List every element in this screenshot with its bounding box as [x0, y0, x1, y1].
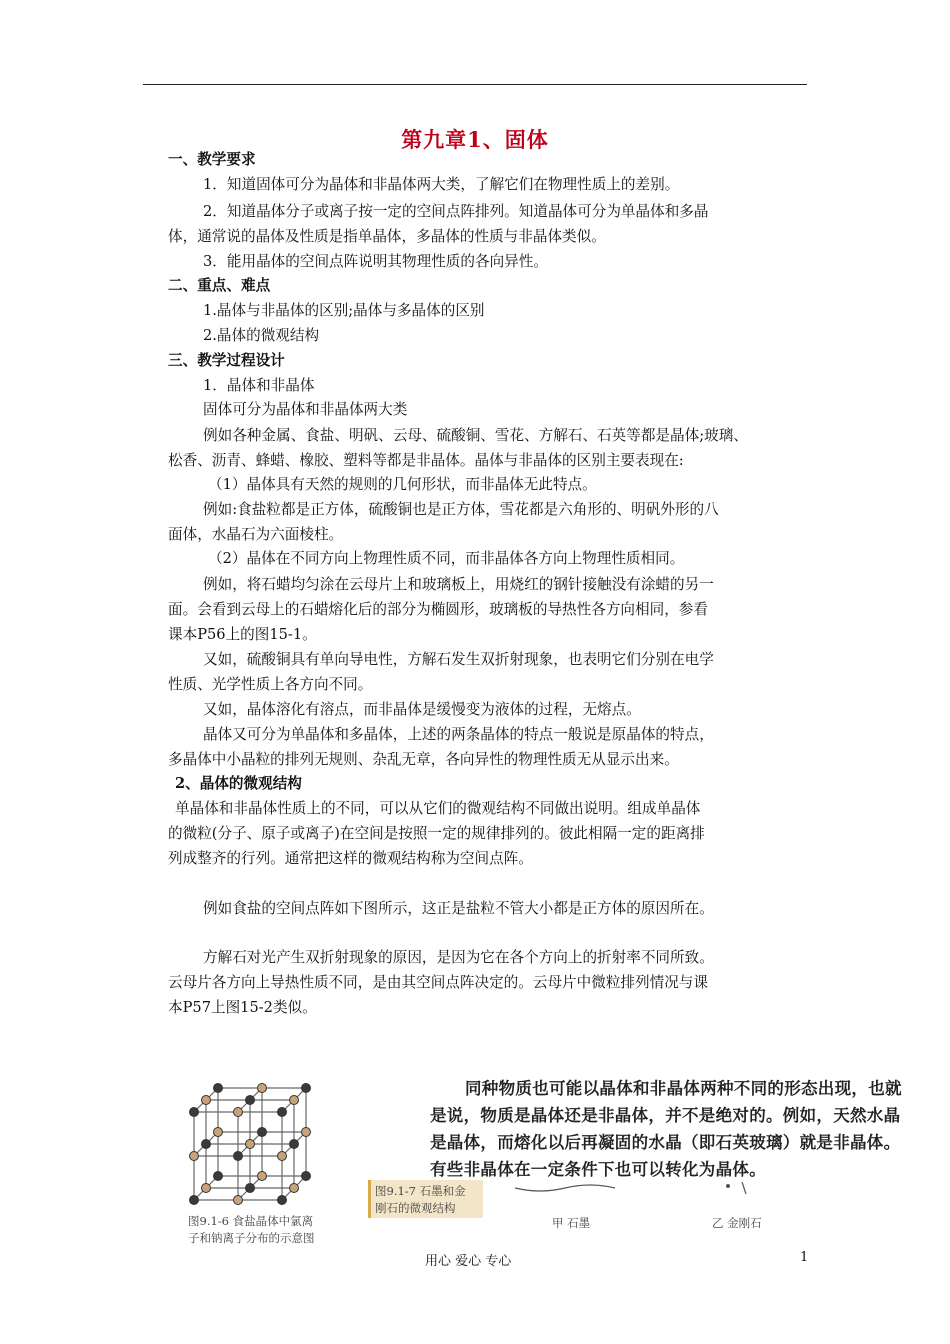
- text-line: 1.晶体与非晶体的区别;晶体与多晶体的区别: [203, 302, 485, 319]
- text-line: 固体可分为晶体和非晶体两大类: [203, 401, 408, 418]
- text-line: 松香、沥青、蜂蜡、橡胶、塑料等都是非晶体。晶体与非晶体的区别主要表现在:: [168, 452, 684, 469]
- text-line: 多晶体中小晶粒的排列无规则、杂乱无章，各向异性的物理性质无从显示出来。: [168, 751, 679, 768]
- text-line: （1）晶体具有天然的规则的几何形状，而非晶体无此特点。: [208, 476, 597, 493]
- text-line: 2.晶体的微观结构: [203, 327, 320, 344]
- text-line: 又如，晶体溶化有溶点，而非晶体是缓慢变为液体的过程，无熔点。: [203, 701, 641, 718]
- text-line: 例如，将石蜡均匀涂在云母片上和玻璃板上，用烧红的钢针接触没有涂蜡的另一: [203, 576, 714, 593]
- page-title: 第九章1、固体: [401, 127, 549, 152]
- text-line: 方解石对光产生双折射现象的原因，是因为它在各个方向上的折射率不同所致。: [203, 949, 714, 966]
- text-line: 3．能用晶体的空间点阵说明其物理性质的各向异性。: [203, 253, 548, 270]
- text-line: 本P57上图15-2类似。: [168, 999, 317, 1016]
- textbook-quote: 有些非晶体在一定条件下也可以转化为晶体。: [430, 1160, 766, 1179]
- text-line: 又如，硫酸铜具有单向导电性，方解石发生双折射现象，也表明它们分别在电学: [203, 651, 714, 668]
- text-line: 面。会看到云母上的石蜡熔化后的部分为椭圆形，玻璃板的导热性各方向相同，参看: [168, 601, 708, 618]
- footer-motto: 用心 爱心 专心: [425, 1254, 512, 1269]
- text-line: 体，通常说的晶体及性质是指单晶体，多晶体的性质与非晶体类似。: [168, 228, 606, 245]
- text-line: 列成整齐的行列。通常把这样的微观结构称为空间点阵。: [168, 850, 533, 867]
- text-line: 例如食盐的空间点阵如下图所示，这正是盐粒不管大小都是正方体的原因所在。: [203, 900, 714, 917]
- graphite-diamond-fragment: [510, 1180, 770, 1196]
- textbook-quote: 是晶体，而熔化以后再凝固的水晶（即石英玻璃）就是非晶体。: [430, 1133, 901, 1152]
- text-line: 云母片各方向上导热性质不同，是由其空间点阵决定的。云母片中微粒排列情况与课: [168, 974, 708, 991]
- nacl-lattice-diagram: [188, 1080, 313, 1210]
- text-line: 例如:食盐粒都是正方体，硫酸铜也是正方体，雪花都是六角形的、明矾外形的八: [203, 501, 719, 518]
- text-line: 的微粒(分子、原子或离子)在空间是按照一定的规律排列的。彼此相隔一定的距离排: [168, 825, 705, 842]
- figure-caption-nacl: 图9.1-6 食盐晶体中氯离: [188, 1214, 314, 1228]
- text-line: 例如各种金属、食盐、明矾、云母、硫酸铜、雪花、方解石、石英等都是晶体;玻璃、: [203, 427, 748, 444]
- heading-process: 三、教学过程设计: [168, 352, 285, 369]
- label-diamond: 乙 金刚石: [712, 1216, 762, 1230]
- text-line: 1．知道固体可分为晶体和非晶体两大类，了解它们在物理性质上的差别。: [203, 176, 680, 193]
- heading-key-points: 二、重点、难点: [168, 277, 271, 294]
- figure-caption-nacl: 子和钠离子分布的示意图: [188, 1231, 315, 1245]
- page-number: 1: [800, 1250, 809, 1265]
- figure-caption-graphite-diamond: 刚石的微观结构: [375, 1201, 456, 1215]
- label-graphite: 甲 石墨: [552, 1216, 591, 1230]
- figure-caption-graphite-diamond: 图9.1-7 石墨和金: [375, 1184, 466, 1198]
- text-line: 面体，水晶石为六面棱柱。: [168, 526, 344, 543]
- heading-micro-structure: 2、晶体的微观结构: [175, 775, 302, 792]
- heading-requirements: 一、教学要求: [168, 151, 256, 168]
- text-line: 晶体又可分为单晶体和多晶体，上述的两条晶体的特点一般说是原晶体的特点，: [203, 726, 714, 743]
- text-line: 1．晶体和非晶体: [203, 377, 315, 394]
- header-rule: [143, 84, 807, 85]
- text-line: 课本P56上的图15-1。: [168, 626, 317, 643]
- text-line: （2）晶体在不同方向上物理性质不同，而非晶体各方向上物理性质相同。: [208, 550, 685, 567]
- text-line: 性质、光学性质上各方向不同。: [168, 676, 373, 693]
- textbook-quote: 同种物质也可能以晶体和非晶体两种不同的形态出现，也就: [465, 1079, 902, 1098]
- text-line: 单晶体和非晶体性质上的不同，可以从它们的微观结构不同做出说明。组成单晶体: [175, 800, 701, 817]
- textbook-quote: 是说，物质是晶体还是非晶体，并不是绝对的。例如，天然水晶: [430, 1106, 901, 1125]
- text-line: 2．知道晶体分子或离子按一定的空间点阵排列。知道晶体可分为单晶体和多晶: [203, 203, 709, 220]
